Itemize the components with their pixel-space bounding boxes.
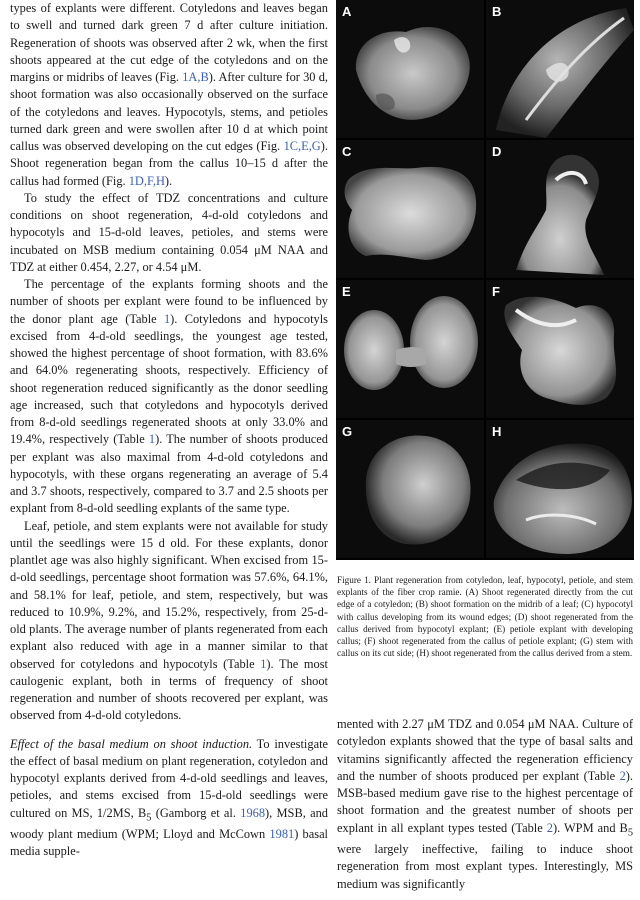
table-ref-link[interactable]: 1 xyxy=(260,656,267,671)
text-run: types of explants were different. Cotyledons and leaves began to swell and turned dark green 7 d after culture initiation. Regeneration of shoots was observed after 2 wk, when the first shoots appeared at the cut edge of the cotyledons and on the margins or midribs of leaves (Fig. xyxy=(10,1,328,84)
citation-link[interactable]: 1981 xyxy=(269,827,295,842)
figure-panel-b xyxy=(486,0,634,138)
text-run: Leaf, petiole, and stem explants were not available for study until the seedlings were 15 d old. For these explants, donor plantlet age was also highly significant. When excised from 15-d-old seedlings, percentage shoot formation was 57.6%, 64.1%, and 58.1% for leaf, petiole, and stem, respectively, but was reduced to 10.9%, 9.2%, and 15.2%, respectively, from 25-d-old plants. The average number of plants regenerated from each explant also reduced with age in a manner similar to that observed for cotyledons and hypocotyls (Table xyxy=(10,518,328,671)
text-run: ), MSB, and woody plant medium (WPM; Lloyd and McCown xyxy=(10,805,328,842)
text-run: ). The most caulogenic explant, both in terms of frequency of shoot regeneration and number of shoots recovered per explant, was observed from 4-d-old cotyledons. xyxy=(10,656,328,723)
paragraph-tdz-study: To study the effect of TDZ concentrations and culture conditions on shoot regeneration, 4-d-old cotyledons and hypocotyls and 15-d-old leaves, petioles, and stems were incubated on MSB medium containing 0.054 μM NAA and TDZ at either 0.454, 2.27, or 4.54 μM. xyxy=(10,190,328,274)
figure-panel-g xyxy=(336,420,484,558)
figure-panel-f xyxy=(486,280,634,418)
panel-label: A xyxy=(342,4,352,19)
text-run: ). xyxy=(164,173,173,188)
hypocotyl-callus-photo xyxy=(336,140,484,278)
paragraph-leaf-petiole-stem xyxy=(10,518,328,725)
figure-panel-h xyxy=(486,420,634,558)
figure-caption xyxy=(337,574,633,659)
panel-label: F xyxy=(492,284,500,299)
figure-panel-c xyxy=(336,140,484,278)
hypocotyl-shoot-photo xyxy=(486,140,634,278)
panel-label: G xyxy=(342,424,353,439)
table-ref-link[interactable]: 2 xyxy=(619,768,626,783)
text-run: ) basal media supple- xyxy=(10,827,329,859)
panel-label: D xyxy=(492,144,502,159)
figure-ref-link[interactable]: 1A,B xyxy=(182,70,209,84)
table-ref-link[interactable]: 1 xyxy=(163,311,171,326)
panel-label: C xyxy=(342,144,352,159)
stem-callus-photo xyxy=(336,420,484,558)
caption-text: Plant regeneration from cotyledon, leaf, hypocotyl, petiole, and stem explants of the fiber crop ramie. (A) Shoot regenerated directly from the cut edge of a cotyledon; (B) shoot formation on the midrib of a leaf; (C) hypocotyl with callus developing from its wound edges; (D) shoot regenerated from the callus derived from hypocotyl explant; (E) petiole explant with developing callus; (F) shoot regenerated from the callus of petiole explant; (G) stem with callus on its cut side; (H) shoot regenerated from the callus derived from a stem. xyxy=(337,575,633,659)
table-ref-link[interactable]: 1 xyxy=(148,432,156,447)
text-run: The percentage of the explants forming shoots and the number of shoots per explant were found to be influenced by the donor plant age (Table xyxy=(10,277,328,326)
section-heading: Effect of the basal medium on shoot induction. xyxy=(10,736,253,751)
table-ref-link[interactable]: 2 xyxy=(546,820,553,835)
right-text-column xyxy=(337,716,633,893)
text-run: were largely ineffective, failing to induce shoot regeneration from most explant types. Interestingly, MS medium was significantly xyxy=(337,842,633,891)
figure-panel-a xyxy=(336,0,484,138)
leaf-midrib-photo xyxy=(486,0,634,138)
paragraph-basal-medium xyxy=(10,736,328,861)
subscript: 5 xyxy=(146,811,152,823)
text-run: ). Shoot regeneration began from the callus 10–15 d after the callus had formed (Fig. xyxy=(10,139,328,188)
stem-shoot-photo xyxy=(486,420,634,558)
paragraph-donor-age xyxy=(10,276,328,518)
citation-link[interactable]: 1968 xyxy=(240,805,266,820)
petiole-shoot-photo xyxy=(486,280,634,418)
figure-ref-link[interactable]: 1C,E,G xyxy=(283,139,321,153)
cotyledon-photo xyxy=(336,0,484,138)
panel-label: H xyxy=(492,424,502,439)
figure-1-photo-grid xyxy=(336,0,634,560)
panel-label: E xyxy=(342,284,351,299)
text-run: ). After culture for 30 d, shoot formation was also occasionally observed on the surface of the cotyledons and leaves. Hypocotyls, stems, and petioles turned dark green and were swollen after 10 d at which point callus was observed developing on the cut edges (Fig. xyxy=(10,70,329,153)
figure-panel-e xyxy=(336,280,484,418)
text-run: ). MSB-based medium gave rise to the highest percentage of shoot formation and the greatest number of shoots per explant in all explant types tested (Table xyxy=(337,768,633,835)
text-run: ). Cotyledons and hypocotyls excised from 4-d-old seedlings, the youngest age tested, showed the highest percentage of shoot formation, with 83.6% and 64.0% regenerating shoots, respectively. Efficiency of shoot regeneration reduced significantly as the donor seedling age increased, such that cotyledons and hypocotyls derived from 8-d-old seedlings regenerated shoots at only 33.0% and 19.4%, respectively (Table xyxy=(10,311,329,447)
figure-panel-d xyxy=(486,140,634,278)
caption-title: Figure 1. xyxy=(337,575,371,585)
left-text-column xyxy=(10,0,328,861)
text-run: To investigate the effect of basal medium on plant regeneration, cotyledon and hypocotyl explants derived from 4-d-old seedlings and leaves, petioles, and stems excised from 15-d-old seedlings were cultured on MS, 1/2MS, B xyxy=(10,736,329,820)
figure-ref-link[interactable]: 1D,F,H xyxy=(128,173,165,188)
paragraph-basal-medium-continued xyxy=(337,716,633,893)
paragraph-explant-response xyxy=(10,0,328,190)
text-run: (Gamborg et al. xyxy=(151,805,241,820)
text-run: mented with 2.27 μM TDZ and 0.054 μM NAA. Culture of cotyledon explants showed that the type of basal salts and vitamins significantly affected the regeneration efficiency and the number of shoots produced per explant (Table xyxy=(337,717,633,783)
subscript: 5 xyxy=(627,826,633,838)
text-run: ). WPM and B xyxy=(552,820,628,835)
petiole-callus-photo xyxy=(336,280,484,418)
text-run: ). The number of shoots produced per explant was also maximal from 4-d-old cotyledons and hypocotyls, with these organs regenerating an average of 5.4 and 3.7 shoots, respectively, compared to 3.7 and 2.5 shoots per explant from 8-d-old seedling explants of the same type. xyxy=(10,432,328,516)
panel-label: B xyxy=(492,4,502,19)
